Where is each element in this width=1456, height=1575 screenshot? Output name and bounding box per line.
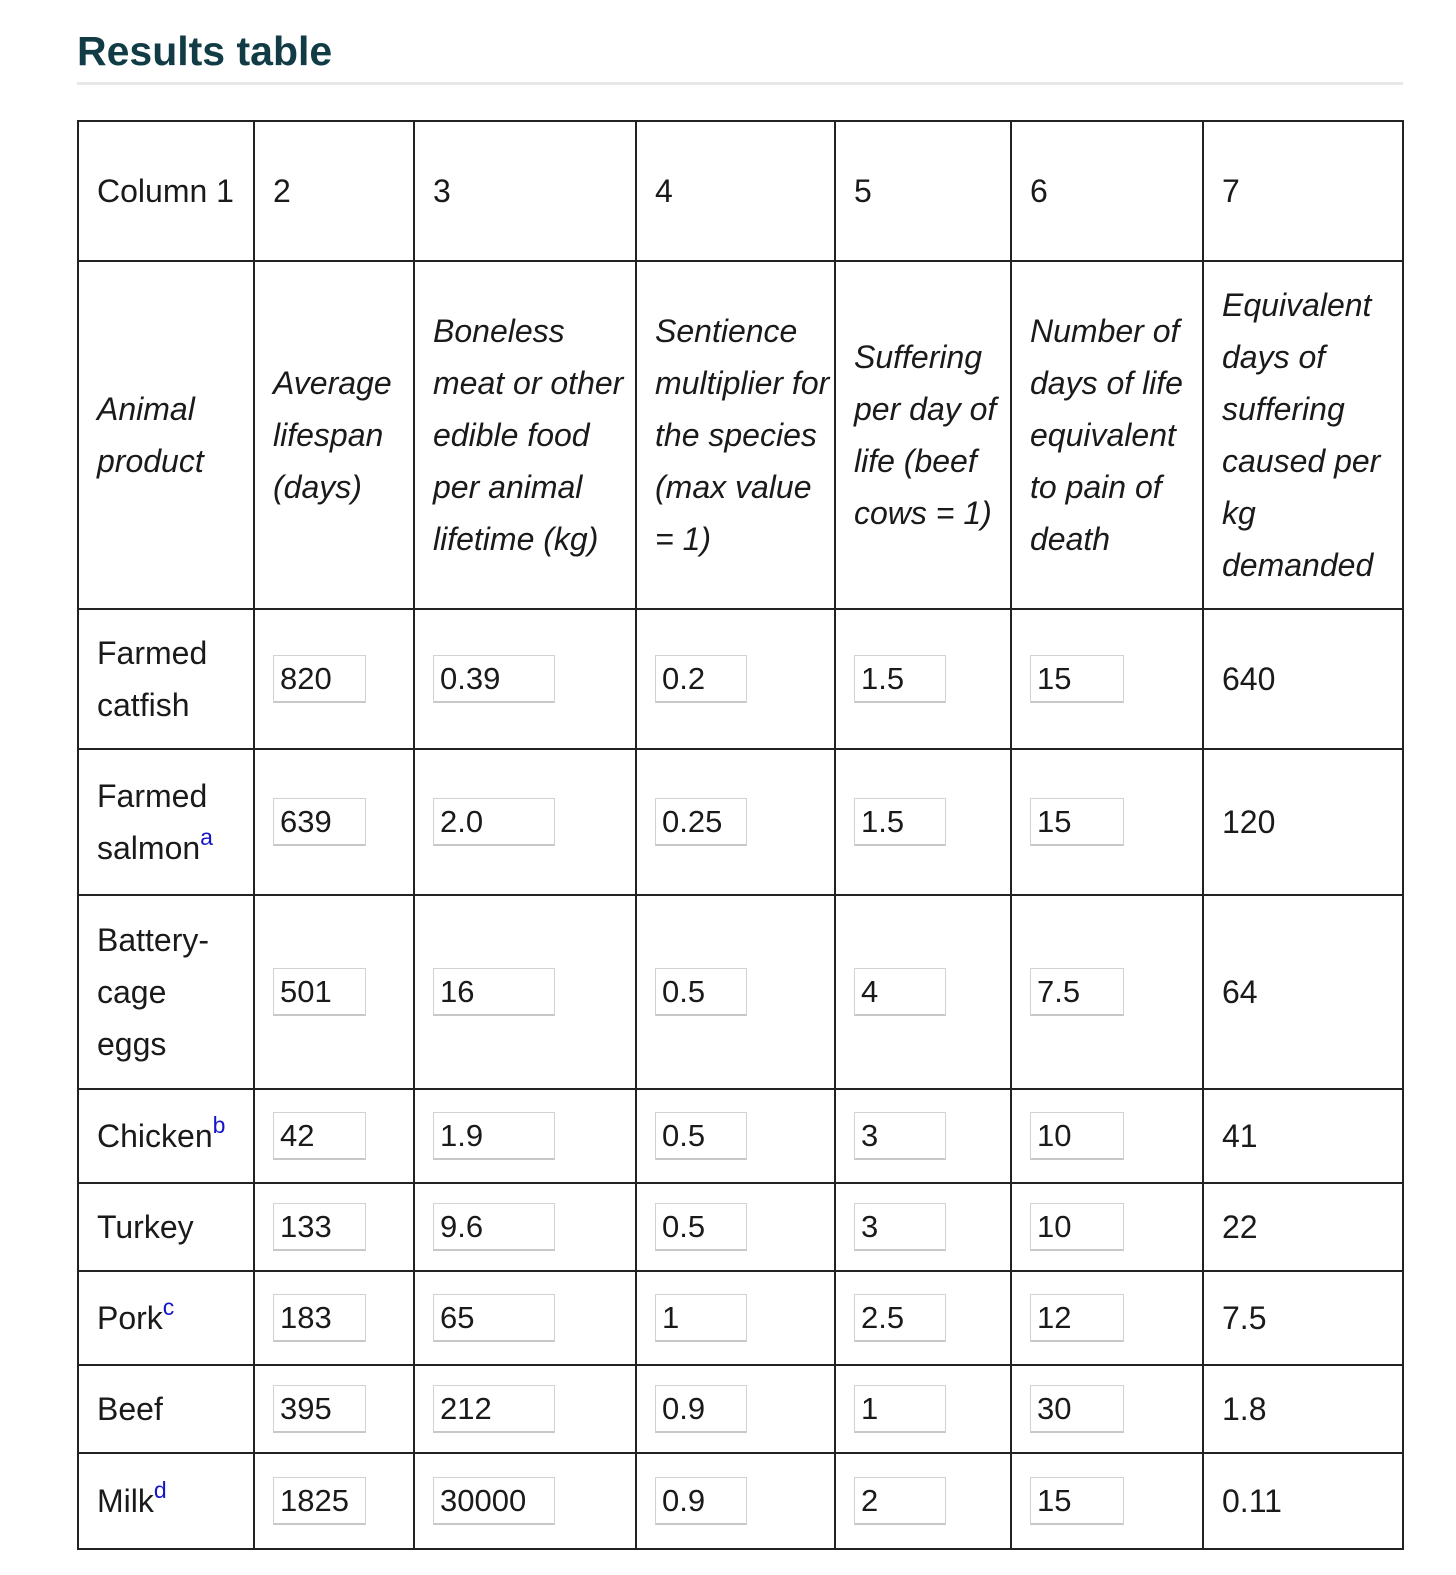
sentience-cell xyxy=(636,1089,835,1183)
suffering-per-day-cell xyxy=(835,749,1011,895)
animal-product-cell xyxy=(78,895,254,1089)
death-pain-days-input[interactable] xyxy=(1030,798,1124,846)
suffering-per-day-input[interactable] xyxy=(854,798,946,846)
lifespan-input[interactable] xyxy=(273,968,366,1016)
result-cell: 64 xyxy=(1203,895,1403,1089)
death-pain-days-cell xyxy=(1011,1089,1203,1183)
lifespan-cell xyxy=(254,1453,414,1549)
sentience-cell xyxy=(636,1453,835,1549)
lifespan-input[interactable] xyxy=(273,655,366,703)
animal-product-name: Farmed salmon xyxy=(97,778,208,866)
column-number: 7 xyxy=(1203,121,1403,261)
column-number: 4 xyxy=(636,121,835,261)
table-row xyxy=(78,1089,1403,1183)
suffering-per-day-input[interactable] xyxy=(854,968,946,1016)
result-cell: 7.5 xyxy=(1203,1271,1403,1365)
food-per-animal-cell xyxy=(414,609,636,749)
lifespan-cell xyxy=(254,609,414,749)
suffering-per-day-cell xyxy=(835,1271,1011,1365)
sentience-input[interactable] xyxy=(655,1294,747,1342)
lifespan-input[interactable] xyxy=(273,1294,366,1342)
food-per-animal-cell xyxy=(414,1183,636,1271)
death-pain-days-cell xyxy=(1011,609,1203,749)
animal-product-name: Pork xyxy=(97,1300,163,1336)
food-per-animal-input[interactable] xyxy=(433,798,555,846)
footnote-link[interactable]: b xyxy=(212,1112,226,1138)
table-row xyxy=(78,1271,1403,1365)
animal-product-cell xyxy=(78,1089,254,1183)
food-per-animal-cell xyxy=(414,1089,636,1183)
food-per-animal-cell xyxy=(414,749,636,895)
lifespan-cell xyxy=(254,1089,414,1183)
food-per-animal-input[interactable] xyxy=(433,1112,555,1160)
lifespan-cell xyxy=(254,749,414,895)
sentience-cell xyxy=(636,749,835,895)
lifespan-input[interactable] xyxy=(273,1385,366,1433)
animal-product-cell xyxy=(78,749,254,895)
animal-product-cell xyxy=(78,1453,254,1549)
column-label-lifespan: Average lifespan (days) xyxy=(254,261,414,609)
death-pain-days-input[interactable] xyxy=(1030,655,1124,703)
sentience-input[interactable] xyxy=(655,968,747,1016)
suffering-per-day-input[interactable] xyxy=(854,1294,946,1342)
table-row xyxy=(78,1453,1403,1549)
suffering-per-day-cell xyxy=(835,1365,1011,1453)
result-cell: 41 xyxy=(1203,1089,1403,1183)
column-label-death-pain-days: Number of days of life equivalent to pain of death xyxy=(1011,261,1203,609)
food-per-animal-cell xyxy=(414,1365,636,1453)
results-table xyxy=(77,120,1404,1550)
column-label-row xyxy=(78,261,1403,609)
suffering-per-day-cell xyxy=(835,1089,1011,1183)
animal-product-cell xyxy=(78,1271,254,1365)
column-number: 5 xyxy=(835,121,1011,261)
sentience-input[interactable] xyxy=(655,1385,747,1433)
lifespan-cell xyxy=(254,1183,414,1271)
lifespan-cell xyxy=(254,1271,414,1365)
food-per-animal-input[interactable] xyxy=(433,1477,555,1525)
food-per-animal-input[interactable] xyxy=(433,968,555,1016)
death-pain-days-input[interactable] xyxy=(1030,1477,1124,1525)
column-label-suffering-per-day: Suffering per day of life (beef cows = 1) xyxy=(835,261,1011,609)
suffering-per-day-cell xyxy=(835,895,1011,1089)
food-per-animal-input[interactable] xyxy=(433,1203,555,1251)
death-pain-days-input[interactable] xyxy=(1030,1112,1124,1160)
food-per-animal-cell xyxy=(414,895,636,1089)
table-row xyxy=(78,609,1403,749)
death-pain-days-input[interactable] xyxy=(1030,1203,1124,1251)
animal-product-cell xyxy=(78,1183,254,1271)
death-pain-days-cell xyxy=(1011,1365,1203,1453)
column-label-sentience: Sentience multiplier for the species (max value = 1) xyxy=(636,261,835,609)
footnote-link[interactable]: d xyxy=(153,1477,167,1503)
food-per-animal-input[interactable] xyxy=(433,1385,555,1433)
page-title: Results table xyxy=(77,28,333,74)
death-pain-days-cell xyxy=(1011,1453,1203,1549)
table-row xyxy=(78,895,1403,1089)
result-cell: 0.11 xyxy=(1203,1453,1403,1549)
animal-product-name: Milk xyxy=(97,1483,154,1519)
food-per-animal-cell xyxy=(414,1453,636,1549)
sentience-input[interactable] xyxy=(655,1477,747,1525)
suffering-per-day-cell xyxy=(835,1183,1011,1271)
sentience-input[interactable] xyxy=(655,655,747,703)
sentience-cell xyxy=(636,1183,835,1271)
death-pain-days-cell xyxy=(1011,749,1203,895)
footnote-link[interactable]: a xyxy=(200,824,213,850)
animal-product-name: Farmed catfish xyxy=(97,635,208,723)
death-pain-days-cell xyxy=(1011,1183,1203,1271)
food-per-animal-input[interactable] xyxy=(433,655,555,703)
suffering-per-day-input[interactable] xyxy=(854,1203,946,1251)
sentience-input[interactable] xyxy=(655,798,747,846)
suffering-per-day-input[interactable] xyxy=(854,1477,946,1525)
result-cell: 1.8 xyxy=(1203,1365,1403,1453)
column-label-result: Equivalent days of suffering caused per kg demanded xyxy=(1203,261,1403,609)
death-pain-days-input[interactable] xyxy=(1030,1385,1124,1433)
footnote-link[interactable]: c xyxy=(162,1294,175,1320)
column-number: 3 xyxy=(414,121,636,261)
suffering-per-day-cell xyxy=(835,609,1011,749)
sentience-cell xyxy=(636,895,835,1089)
animal-product-name: Turkey xyxy=(97,1209,194,1245)
column-number: 2 xyxy=(254,121,414,261)
result-cell: 120 xyxy=(1203,749,1403,895)
sentience-cell xyxy=(636,1271,835,1365)
death-pain-days-cell xyxy=(1011,1271,1203,1365)
death-pain-days-input[interactable] xyxy=(1030,968,1124,1016)
column-number: 6 xyxy=(1011,121,1203,261)
column-number: Column 1 xyxy=(78,121,254,261)
lifespan-input[interactable] xyxy=(273,1112,366,1160)
animal-product-cell xyxy=(78,1365,254,1453)
table-row xyxy=(78,1183,1403,1271)
suffering-per-day-cell xyxy=(835,1453,1011,1549)
heading-divider xyxy=(77,82,1403,85)
lifespan-input[interactable] xyxy=(273,1477,366,1525)
death-pain-days-input[interactable] xyxy=(1030,1294,1124,1342)
animal-product-name: Beef xyxy=(97,1391,163,1427)
animal-product-name: Battery-cage eggs xyxy=(97,922,210,1062)
animal-product-name: Chicken xyxy=(97,1118,213,1154)
table-row xyxy=(78,1365,1403,1453)
column-label-animal-product: Animal product xyxy=(78,261,254,609)
food-per-animal-cell xyxy=(414,1271,636,1365)
suffering-per-day-input[interactable] xyxy=(854,1385,946,1433)
sentience-input[interactable] xyxy=(655,1112,747,1160)
suffering-per-day-input[interactable] xyxy=(854,655,946,703)
sentience-cell xyxy=(636,1365,835,1453)
sentience-input[interactable] xyxy=(655,1203,747,1251)
lifespan-input[interactable] xyxy=(273,798,366,846)
lifespan-input[interactable] xyxy=(273,1203,366,1251)
food-per-animal-input[interactable] xyxy=(433,1294,555,1342)
column-number-row xyxy=(78,121,1403,261)
animal-product-cell xyxy=(78,609,254,749)
column-label-food-per-animal: Boneless meat or other edible food per animal lifetime (kg) xyxy=(414,261,636,609)
death-pain-days-cell xyxy=(1011,895,1203,1089)
suffering-per-day-input[interactable] xyxy=(854,1112,946,1160)
lifespan-cell xyxy=(254,1365,414,1453)
result-cell: 640 xyxy=(1203,609,1403,749)
lifespan-cell xyxy=(254,895,414,1089)
table-row xyxy=(78,749,1403,895)
result-cell: 22 xyxy=(1203,1183,1403,1271)
sentience-cell xyxy=(636,609,835,749)
